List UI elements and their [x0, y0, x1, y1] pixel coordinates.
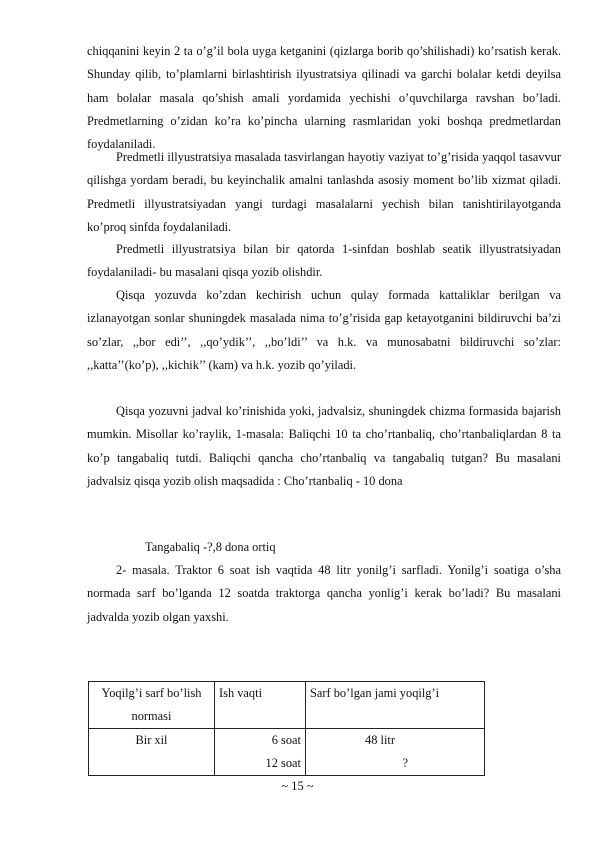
- cell-total: [306, 729, 485, 776]
- header-total: Sarf bo’lgan jami yoqilg’i: [306, 682, 485, 729]
- paragraph-2: Predmetli illyustratsiya masalada tasvirlangan hayotiy vaziyat to’g’risida yaqqol tasavvur qilishga yordam beradi, bu keyinchalik amalni tanlashda asosiy moment bo’lib xizmat qiladi. Predmetli illyustratsiyadan yangi turdagi masalalarni yechish bilan tanishtirilayotganda ko’proq sinfda foydalaniladi.: [87, 150, 561, 234]
- header-norm-line1: Yoqilg’i sarf bo’lish: [101, 686, 202, 700]
- cell-time-2: 12 soat: [265, 756, 301, 770]
- paragraph-4: Qisqa yozuvda ko’zdan kechirish uchun qulay formada kattaliklar berilgan va izlanayotgan sonlar shuningdek masalada nima to’g’risida gap ketayotganini bildiruvchi ba’zi so’zlar, ,,bor edi’’, ,,qo’ydik’’, ,,bo’ldi’’ va h.k. va munosabatni bildiruvchi so’zlar: ,,katta’’(ko’p), ,,kichik’’ (kam) va h.k. yozib qo’yiladi.: [87, 288, 561, 372]
- cell-time: [215, 729, 306, 776]
- header-norm-line2: normasi: [131, 709, 172, 723]
- fuel-table: [88, 681, 485, 776]
- header-norm: [89, 682, 215, 729]
- page-number: ~ 15 ~: [281, 779, 314, 793]
- paragraph-3: Predmetli illyustratsiya bilan bir qatorda 1-sinfdan boshlab seatik illyustratsiyadan foydalaniladi- bu masalani qisqa yozib olishdir.: [87, 242, 561, 280]
- cell-time-1: 6 soat: [271, 733, 301, 747]
- paragraph-7: 2- masala. Traktor 6 soat ish vaqtida 48 litr yonilg’i sarfladi. Yonilg’i soatiga o’sha normada sarf bo’lganda 12 soatda traktorga qancha yonlig’i kerak bo’ladi? Bu masalani jadvalda yozib olgan yaxshi.: [87, 563, 561, 624]
- paragraph-5: Qisqa yozuvni jadval ko’rinishida yoki, jadvalsiz, shuningdek chizma formasida bajarish mumkin. Misollar ko’raylik, 1-masala: Baliqchi 10 ta cho’rtanbaliq, cho’rtanbaliqlardan 8 ta ko’p tangabaliq tutdi. Baliqchi qancha cho’rtanbaliq va tangabaliq tutgan? Bu masalani jadvalsiz qisqa yozib olish maqsadida : Cho’rtanbaliq - 10 dona: [87, 404, 561, 488]
- header-time: Ish vaqti: [215, 682, 306, 729]
- paragraph-6: Tangabaliq -?,8 dona ortiq: [145, 540, 276, 554]
- cell-total-1: 48 litr: [365, 733, 395, 747]
- paragraph-1: chiqqanini keyin 2 ta o’g’il bola uyga ketganini (qizlarga borib qo’shilishadi) ko’rsatish kerak. Shunday qilib, to’plamlarni birlashtirish ilyustratsiya qilinadi va garchi bolalar ketdi deyilsa ham bolalar masala qo’shish amali yordamida yechishi o’quvchilarga ravshan bo’ladi. Predmetlarning o’zidan ko’ra ko’pincha ularning rasmlaridan yoki boshqa predmetlardan foydalaniladi.: [87, 44, 561, 152]
- cell-norm: Bir xil: [89, 729, 215, 776]
- cell-total-2: ?: [402, 756, 408, 770]
- table-header-row: [89, 682, 485, 729]
- table-row: [89, 729, 485, 776]
